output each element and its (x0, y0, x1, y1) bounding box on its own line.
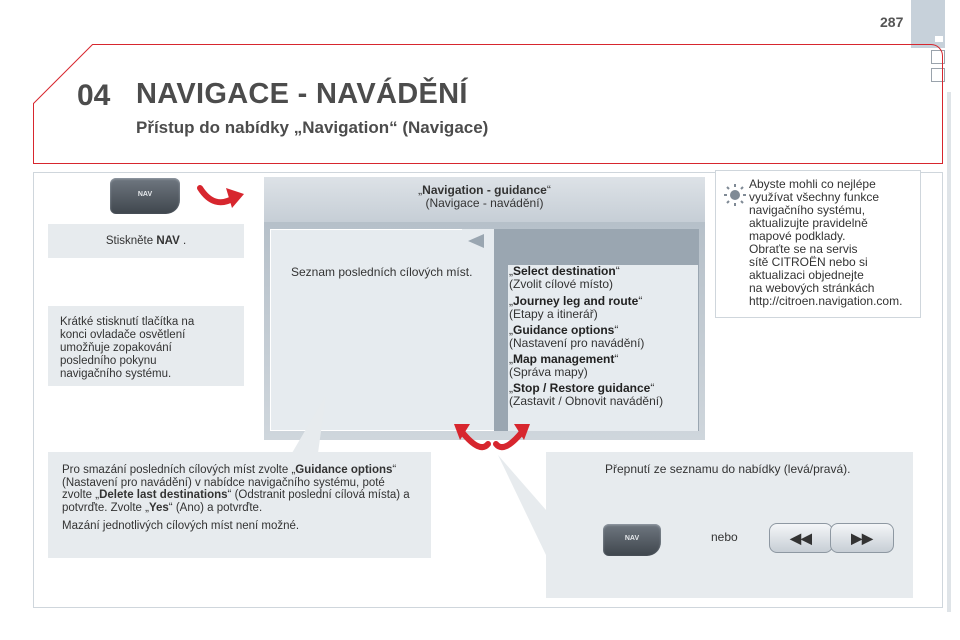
page-title: NAVIGACE - NAVÁDĚNÍ (136, 78, 468, 110)
tip-line: Obraťte se na servis (749, 242, 858, 256)
nav-button-image (110, 178, 180, 214)
nav-button-image-small (603, 524, 661, 556)
chapter-number: 04 (77, 79, 111, 112)
short-press-line: Krátké stisknutí tlačítka na (60, 316, 195, 328)
tip-line: aktualizujte pravidelně (749, 216, 868, 230)
press-text-end: . (179, 235, 187, 247)
chapter-tab-marker (911, 0, 945, 48)
tip-line: na webových stránkách (749, 281, 875, 295)
tip-line: http://citroen.navigation.com. (749, 294, 903, 308)
tip-text (749, 178, 902, 308)
rewind-icon: ◀◀ (790, 530, 812, 546)
prev-button-image (769, 523, 833, 553)
switch-arrows-icon (452, 418, 532, 458)
short-press-line: posledního pokynu (60, 355, 157, 367)
menu-item-journey-leg: „Journey leg and route“ (Etapy a itinerář) (509, 294, 643, 321)
delete-note: Mazání jednotlivých cílových míst není možné. (62, 520, 300, 532)
press-text-bold: NAV (156, 235, 180, 247)
delete-instructions: Pro smazání posledních cílových míst zvolte „Guidance options“ (Nastavení pro navádění) v nabídce navigačního systému, poté zvolte „Delete last destinations“ (Odstranit poslední cílová místa) a potvrďte. Zvolte „Yes“ (Ano) a potvrďte. (62, 464, 410, 514)
menu-item-select-destination: „Select destination“ (Zvolit cílové místo) (509, 264, 620, 291)
back-arrow-icon (466, 233, 486, 249)
callout-pointer-right (498, 455, 548, 555)
tip-line: mapové podklady. (749, 229, 846, 243)
tip-line: Abyste mohli co nejlépe (749, 177, 876, 191)
screen-header: „Navigation - guidance“ (Navigace - navádění) (264, 177, 705, 222)
screen-header-title: Navigation - guidance (422, 183, 547, 197)
page-subtitle: Přístup do nabídky „Navigation“ (Navigace) (136, 118, 489, 137)
tip-line: využívat všechny funkce (749, 190, 880, 204)
switch-text: Přepnutí ze seznamu do nabídky (levá/pravá). (605, 462, 851, 476)
tip-line: aktualizaci objednejte (749, 268, 864, 282)
nav-button-label: NAV (624, 535, 640, 542)
side-rule (947, 92, 951, 612)
lamp-icon (723, 183, 747, 207)
short-press-line: umožňuje zopakování (60, 342, 172, 354)
press-text: Stiskněte (105, 235, 157, 247)
red-arrow-icon (196, 180, 248, 214)
callout-pointer-left (290, 395, 330, 455)
press-nav-box (48, 224, 244, 258)
recent-destinations-label: Seznam posledních cílových míst. (291, 265, 473, 279)
screen-header-translation: (Navigace - navádění) (425, 196, 544, 210)
or-text: nebo (711, 530, 738, 544)
page-number: 287 (880, 14, 904, 30)
menu-item-stop-restore: „Stop / Restore guidance“ (Zastavit / Obnovit navádění) (509, 381, 664, 408)
fast-forward-icon: ▶▶ (851, 530, 873, 546)
short-press-line: konci ovladače osvětlení (60, 329, 186, 341)
tip-line: navigačního systému, (749, 203, 866, 217)
short-press-line: navigačního systému. (60, 368, 172, 380)
nav-button-label: NAV (137, 191, 153, 198)
short-press-box (48, 306, 244, 386)
tip-line: sítě CITROËN nebo si (749, 255, 868, 269)
menu-item-map-management: „Map management“ (Správa mapy) (509, 352, 619, 379)
menu-item-guidance-options: „Guidance options“ (Nastavení pro navádění) (509, 323, 645, 350)
next-button-image (830, 523, 894, 553)
delete-destinations-box (48, 452, 431, 558)
